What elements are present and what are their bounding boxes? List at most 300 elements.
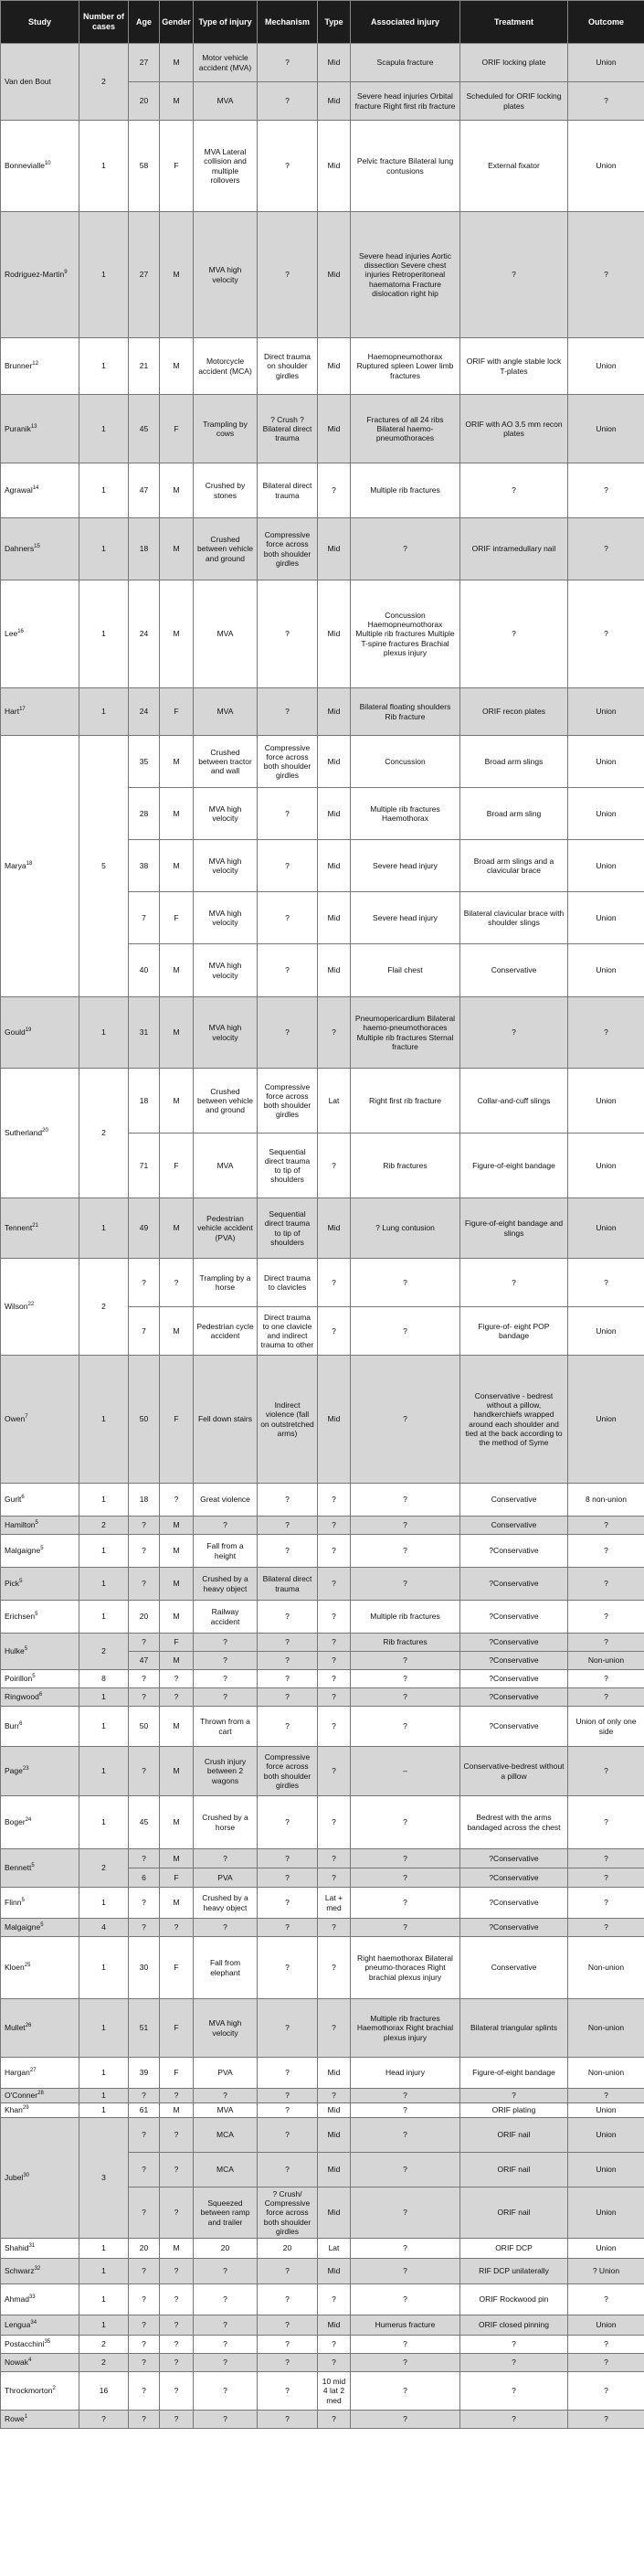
reference-number: 14 xyxy=(32,485,39,492)
cases-cell: 1 xyxy=(79,1937,129,1999)
associated-injury-cell: ? xyxy=(351,2283,460,2315)
reference-number: 15 xyxy=(34,544,40,550)
reference-number: 31 xyxy=(28,2243,36,2250)
table-row xyxy=(1,2353,644,2371)
reference-number: 33 xyxy=(28,2294,36,2301)
table-row xyxy=(1,997,644,1069)
age-cell: 18 xyxy=(129,1484,160,1517)
outcome-cell: ? xyxy=(568,1919,644,1937)
outcome-cell: ? xyxy=(568,1259,644,1307)
type-cell: Mid xyxy=(318,688,351,736)
age-cell: 45 xyxy=(129,1796,160,1849)
cases-cell: 1 xyxy=(79,2058,129,2089)
treatment-cell: Conservative xyxy=(460,1484,568,1517)
treatment-cell: ? xyxy=(460,2353,568,2371)
treatment-cell: ORIF locking plate xyxy=(460,44,568,82)
treatment-cell: ?Conservative xyxy=(460,1919,568,1937)
age-cell: 27 xyxy=(129,212,160,338)
associated-injury-cell: Scapula fracture xyxy=(351,44,460,82)
age-cell: ? xyxy=(129,2118,160,2153)
type-cell: ? xyxy=(318,1999,351,2058)
gender-cell: ? xyxy=(160,1919,194,1937)
age-cell: 50 xyxy=(129,1356,160,1484)
study-cell xyxy=(1,2353,79,2371)
outcome-cell: ? xyxy=(568,2353,644,2371)
reference-number: 17 xyxy=(19,707,26,713)
mechanism-cell: ? xyxy=(258,580,318,688)
treatment-cell: Broad arm slings and a clavicular brace xyxy=(460,840,568,892)
outcome-cell: Non-union xyxy=(568,1999,644,2058)
associated-injury-cell: ? xyxy=(351,1688,460,1707)
reference-number: 10 xyxy=(44,161,51,167)
mechanism-cell: ? xyxy=(258,2258,318,2283)
study-name: Jubel xyxy=(5,2173,24,2183)
mechanism-cell: ? xyxy=(258,2315,318,2335)
gender-cell: M xyxy=(160,2103,194,2118)
study-name: Ringwood xyxy=(5,1692,39,1702)
type-cell: Mid xyxy=(318,121,351,212)
type-cell: Mid xyxy=(318,2258,351,2283)
age-cell: ? xyxy=(129,1919,160,1937)
reference-number: 2 xyxy=(52,2386,56,2392)
cases-cell: 2 xyxy=(79,2353,129,2371)
cases-cell: 1 xyxy=(79,2315,129,2335)
type-cell: Mid xyxy=(318,2187,351,2239)
mechanism-cell: ? xyxy=(258,44,318,82)
study-name: Khan xyxy=(5,2105,23,2115)
study-name: Pick xyxy=(5,1579,20,1589)
cases-cell: 5 xyxy=(79,736,129,997)
type-cell: Mid xyxy=(318,2153,351,2187)
injury-cell: Pedestrian cycle accident xyxy=(194,1307,258,1356)
gender-cell: M xyxy=(160,997,194,1069)
injury-cell: MVA xyxy=(194,688,258,736)
cases-cell: 1 xyxy=(79,1356,129,1484)
injury-cell: Pedestrian vehicle accident (PVA) xyxy=(194,1198,258,1259)
mechanism-cell: Direct trauma to clavicles xyxy=(258,1259,318,1307)
gender-cell: M xyxy=(160,944,194,997)
age-cell: ? xyxy=(129,1888,160,1919)
age-cell: ? xyxy=(129,2371,160,2410)
type-cell: Lat xyxy=(318,1069,351,1134)
study-cell xyxy=(1,1601,79,1634)
age-cell: 47 xyxy=(129,463,160,518)
mechanism-cell: Compressive force across both shoulder girdles xyxy=(258,518,318,580)
age-cell: ? xyxy=(129,2153,160,2187)
mechanism-cell: Direct trauma to one clavicle and indirect trauma to other xyxy=(258,1307,318,1356)
injury-cell: Crushed by a heavy object xyxy=(194,1568,258,1601)
injury-cell: Great violence xyxy=(194,1484,258,1517)
treatment-cell: ?Conservative xyxy=(460,1707,568,1747)
table-row xyxy=(1,1484,644,1517)
type-cell: ? xyxy=(318,1919,351,1937)
outcome-cell: ? xyxy=(568,1601,644,1634)
treatment-cell: Bilateral clavicular brace with shoulder slings xyxy=(460,892,568,944)
outcome-cell: ? xyxy=(568,1868,644,1888)
table-row xyxy=(1,2315,644,2335)
reference-number: 5 xyxy=(35,1612,38,1618)
injury-cell: Crushed between vehicle and ground xyxy=(194,1069,258,1134)
associated-injury-cell: ? xyxy=(351,1568,460,1601)
study-cell xyxy=(1,1937,79,1999)
associated-injury-cell: Severe head injuries Aortic dissection Severe chest injuries Retroperitoneal haematoma Fracture dislocation right hip xyxy=(351,212,460,338)
associated-injury-cell: ? xyxy=(351,1484,460,1517)
study-name: Kloen xyxy=(5,1963,25,1973)
associated-injury-cell: ? xyxy=(351,518,460,580)
type-cell: Mid xyxy=(318,840,351,892)
associated-injury-cell: ? xyxy=(351,2118,460,2153)
reference-number: 5 xyxy=(32,1674,36,1680)
gender-cell: M xyxy=(160,1796,194,1849)
outcome-cell: ? xyxy=(568,1888,644,1919)
treatment-cell: ORIF nail xyxy=(460,2118,568,2153)
outcome-cell: Non-union xyxy=(568,2058,644,2089)
age-cell: 50 xyxy=(129,1707,160,1747)
study-name: Wilson xyxy=(5,1302,28,1312)
injury-cell: MVA xyxy=(194,1134,258,1198)
associated-injury-cell: ? xyxy=(351,2353,460,2371)
associated-injury-cell: Right first rib fracture xyxy=(351,1069,460,1134)
reference-number: 18 xyxy=(26,861,33,868)
outcome-cell: ? xyxy=(568,1634,644,1652)
type-cell: Mid xyxy=(318,580,351,688)
mechanism-cell: ? xyxy=(258,2153,318,2187)
mechanism-cell: ? xyxy=(258,1670,318,1688)
study-cell xyxy=(1,1198,79,1259)
outcome-cell: ? xyxy=(568,2371,644,2410)
cases-cell: 1 xyxy=(79,1688,129,1707)
study-cell xyxy=(1,1849,79,1888)
age-cell: 30 xyxy=(129,1937,160,1999)
associated-injury-cell: ? xyxy=(351,2153,460,2187)
study-cell xyxy=(1,2335,79,2353)
cases-cell: 1 xyxy=(79,1707,129,1747)
cases-cell: 4 xyxy=(79,1919,129,1937)
cases-cell: 1 xyxy=(79,1484,129,1517)
mechanism-cell: ? xyxy=(258,1888,318,1919)
outcome-cell: Union xyxy=(568,2238,644,2258)
study-cell xyxy=(1,1259,79,1356)
header-gender: Gender xyxy=(160,1,194,44)
injury-cell: Trampling by cows xyxy=(194,395,258,463)
age-cell: ? xyxy=(129,2187,160,2239)
table-row xyxy=(1,1919,644,1937)
gender-cell: ? xyxy=(160,2283,194,2315)
table-row xyxy=(1,1634,644,1652)
cases-cell: 1 xyxy=(79,338,129,395)
gender-cell: ? xyxy=(160,2410,194,2428)
associated-injury-cell: Bilateral floating shoulders Rib fracture xyxy=(351,688,460,736)
associated-injury-cell: ? xyxy=(351,1259,460,1307)
injury-cell: MCA xyxy=(194,2118,258,2153)
outcome-cell: Union xyxy=(568,121,644,212)
table-row xyxy=(1,338,644,395)
injury-cell: Thrown from a cart xyxy=(194,1707,258,1747)
associated-injury-cell: ? xyxy=(351,1356,460,1484)
treatment-cell: RIF DCP unilaterally xyxy=(460,2258,568,2283)
cases-cell: 1 xyxy=(79,1888,129,1919)
reference-number: 16 xyxy=(17,629,24,635)
type-cell: Mid xyxy=(318,212,351,338)
mechanism-cell: Sequential direct trauma to tip of shoulders xyxy=(258,1198,318,1259)
study-cell xyxy=(1,2315,79,2335)
injury-cell: ? xyxy=(194,1517,258,1535)
table-row xyxy=(1,1198,644,1259)
mechanism-cell: ? xyxy=(258,1999,318,2058)
header-cases: Number of cases xyxy=(79,1,129,44)
study-cell xyxy=(1,580,79,688)
treatment-cell: Figure-of-eight bandage and slings xyxy=(460,1198,568,1259)
outcome-cell: Union xyxy=(568,1134,644,1198)
associated-injury-cell: Rib fractures xyxy=(351,1134,460,1198)
type-cell: 10 mid 4 lat 2 med xyxy=(318,2371,351,2410)
cases-cell: 1 xyxy=(79,395,129,463)
associated-injury-cell: ? xyxy=(351,2371,460,2410)
outcome-cell: Union xyxy=(568,2153,644,2187)
reference-number: 6 xyxy=(19,1721,23,1728)
mechanism-cell: ? xyxy=(258,2089,318,2103)
table-row xyxy=(1,1259,644,1307)
study-name: Bonnevialle xyxy=(5,161,45,171)
study-cell xyxy=(1,463,79,518)
study-cell xyxy=(1,1484,79,1517)
mechanism-cell: ? xyxy=(258,2283,318,2315)
age-cell: ? xyxy=(129,2410,160,2428)
gender-cell: ? xyxy=(160,2353,194,2371)
study-cell xyxy=(1,1634,79,1670)
mechanism-cell: ? xyxy=(258,840,318,892)
injury-cell: Squeezed between ramp and trailer xyxy=(194,2187,258,2239)
type-cell: Mid xyxy=(318,2058,351,2089)
treatment-cell: ?Conservative xyxy=(460,1601,568,1634)
study-cell xyxy=(1,2371,79,2410)
study-name: Hulke xyxy=(5,1646,25,1656)
cases-cell: 2 xyxy=(79,1849,129,1888)
table-row xyxy=(1,1937,644,1999)
reference-number: 35 xyxy=(44,2339,51,2346)
type-cell: ? xyxy=(318,1535,351,1568)
age-cell: 20 xyxy=(129,1601,160,1634)
reference-number: 5 xyxy=(35,1520,38,1527)
associated-injury-cell: ? xyxy=(351,2410,460,2428)
study-name: Malgaigne xyxy=(5,1546,41,1556)
treatment-cell: ORIF with angle stable lock T-plates xyxy=(460,338,568,395)
table-row xyxy=(1,463,644,518)
age-cell: 58 xyxy=(129,121,160,212)
study-cell xyxy=(1,338,79,395)
injury-cell: 20 xyxy=(194,2238,258,2258)
study-cell xyxy=(1,44,79,121)
type-cell: Mid xyxy=(318,2103,351,2118)
outcome-cell: Union xyxy=(568,2315,644,2335)
cases-cell: 1 xyxy=(79,688,129,736)
age-cell: ? xyxy=(129,2283,160,2315)
age-cell: 38 xyxy=(129,840,160,892)
reference-number: 1 xyxy=(24,2414,28,2421)
type-cell: ? xyxy=(318,1688,351,1707)
type-cell: ? xyxy=(318,2335,351,2353)
injury-cell: Crushed between tractor and wall xyxy=(194,736,258,788)
age-cell: ? xyxy=(129,1688,160,1707)
table-row xyxy=(1,1796,644,1849)
treatment-cell: ?Conservative xyxy=(460,1634,568,1652)
type-cell: ? xyxy=(318,1670,351,1688)
study-cell xyxy=(1,1535,79,1568)
gender-cell: M xyxy=(160,82,194,121)
cases-cell: 1 xyxy=(79,1747,129,1796)
age-cell: 7 xyxy=(129,892,160,944)
study-name: Puranik xyxy=(5,423,31,433)
mechanism-cell: ? xyxy=(258,997,318,1069)
gender-cell: ? xyxy=(160,2315,194,2335)
study-name: Schwarz xyxy=(5,2266,35,2276)
injury-cell: ? xyxy=(194,2335,258,2353)
age-cell: 24 xyxy=(129,580,160,688)
type-cell: ? xyxy=(318,1259,351,1307)
injury-cell: ? xyxy=(194,2315,258,2335)
age-cell: ? xyxy=(129,2335,160,2353)
outcome-cell: ? xyxy=(568,1747,644,1796)
associated-injury-cell: ? xyxy=(351,2089,460,2103)
treatment-cell: ORIF DCP xyxy=(460,2238,568,2258)
gender-cell: M xyxy=(160,1601,194,1634)
study-name: Ahmad xyxy=(5,2294,29,2305)
type-cell: ? xyxy=(318,1868,351,1888)
reference-number: 4 xyxy=(27,2358,32,2364)
age-cell: 28 xyxy=(129,788,160,840)
gender-cell: M xyxy=(160,1652,194,1670)
study-name: Erichsen xyxy=(5,1612,36,1622)
age-cell: ? xyxy=(129,2258,160,2283)
study-cell xyxy=(1,395,79,463)
table-row xyxy=(1,2089,644,2103)
type-cell: ? xyxy=(318,1134,351,1198)
injury-cell: Crushed by stones xyxy=(194,463,258,518)
outcome-cell: ? xyxy=(568,1849,644,1868)
treatment-cell: ORIF intramedullary nail xyxy=(460,518,568,580)
mechanism-cell: ? xyxy=(258,82,318,121)
cases-cell: 1 xyxy=(79,2258,129,2283)
reference-number: 27 xyxy=(29,2068,37,2074)
type-cell: ? xyxy=(318,2353,351,2371)
study-cell xyxy=(1,1919,79,1937)
mechanism-cell: Compressive force across both shoulder girdles xyxy=(258,736,318,788)
study-cell xyxy=(1,1517,79,1535)
mechanism-cell: ? xyxy=(258,2058,318,2089)
injury-cell: MVA high velocity xyxy=(194,788,258,840)
type-cell: ? xyxy=(318,2283,351,2315)
study-cell xyxy=(1,518,79,580)
injury-cell: MVA xyxy=(194,82,258,121)
associated-injury-cell: Multiple rib fractures xyxy=(351,463,460,518)
type-cell: ? xyxy=(318,1652,351,1670)
table-row xyxy=(1,1747,644,1796)
reference-number: 20 xyxy=(42,1128,48,1134)
table-row xyxy=(1,2238,644,2258)
injury-cell: Crushed by a heavy object xyxy=(194,1888,258,1919)
treatment-cell: Figure-of-eight bandage xyxy=(460,2058,568,2089)
outcome-cell: ? xyxy=(568,580,644,688)
gender-cell: M xyxy=(160,1198,194,1259)
study-cell xyxy=(1,2258,79,2283)
reference-number: 5 xyxy=(31,1863,35,1869)
cases-cell: 1 xyxy=(79,1568,129,1601)
table-body xyxy=(1,44,644,2429)
outcome-cell: Union xyxy=(568,892,644,944)
gender-cell: M xyxy=(160,44,194,82)
age-cell: 39 xyxy=(129,2058,160,2089)
treatment-cell: ? xyxy=(460,580,568,688)
study-cell xyxy=(1,2103,79,2118)
gender-cell: ? xyxy=(160,2335,194,2353)
gender-cell: ? xyxy=(160,2153,194,2187)
type-cell: ? xyxy=(318,1634,351,1652)
mechanism-cell: ? xyxy=(258,1707,318,1747)
age-cell: 18 xyxy=(129,518,160,580)
injury-cell: ? xyxy=(194,2283,258,2315)
cases-cell: 2 xyxy=(79,1259,129,1356)
gender-cell: ? xyxy=(160,2089,194,2103)
study-name: Dahners xyxy=(5,544,35,554)
treatment-cell: Bilateral triangular splints xyxy=(460,1999,568,2058)
header-injury: Type of injury xyxy=(194,1,258,44)
age-cell: ? xyxy=(129,2353,160,2371)
type-cell: Mid xyxy=(318,1356,351,1484)
study-cell xyxy=(1,1688,79,1707)
associated-injury-cell: ? xyxy=(351,2187,460,2239)
study-name: Rodriguez-Martin xyxy=(5,270,65,280)
gender-cell: M xyxy=(160,1849,194,1868)
study-name: Postacchini xyxy=(5,2339,45,2349)
injury-cell: ? xyxy=(194,2353,258,2371)
reference-number: 26 xyxy=(25,2023,32,2029)
treatment-cell: Broad arm sling xyxy=(460,788,568,840)
treatment-cell: ?Conservative xyxy=(460,1888,568,1919)
study-name: O'Conner xyxy=(5,2091,38,2101)
study-cell xyxy=(1,1999,79,2058)
outcome-cell: Union xyxy=(568,2187,644,2239)
gender-cell: F xyxy=(160,892,194,944)
reference-number: 23 xyxy=(22,1766,29,1772)
reference-number: 24 xyxy=(25,1817,32,1824)
cases-cell: 3 xyxy=(79,2118,129,2239)
study-name: Gould xyxy=(5,1027,26,1038)
treatment-cell: Conservative xyxy=(460,1517,568,1535)
gender-cell: ? xyxy=(160,2187,194,2239)
gender-cell: M xyxy=(160,1747,194,1796)
type-cell: ? xyxy=(318,1484,351,1517)
treatment-cell: ? xyxy=(460,2371,568,2410)
outcome-cell: Union xyxy=(568,840,644,892)
cases-cell: 2 xyxy=(79,1517,129,1535)
type-cell: Mid xyxy=(318,338,351,395)
outcome-cell: ? xyxy=(568,1517,644,1535)
study-name: Poirillon xyxy=(5,1674,33,1684)
mechanism-cell: ? xyxy=(258,212,318,338)
age-cell: 6 xyxy=(129,1868,160,1888)
cases-cell: ? xyxy=(79,2410,129,2428)
treatment-cell: ? xyxy=(460,2335,568,2353)
injury-cell: ? xyxy=(194,1919,258,1937)
header-outcome: Outcome xyxy=(568,1,644,44)
age-cell: 35 xyxy=(129,736,160,788)
outcome-cell: ? Union xyxy=(568,2258,644,2283)
reference-number: 7 xyxy=(25,1414,28,1421)
study-cell xyxy=(1,2058,79,2089)
reference-number: 30 xyxy=(23,2173,30,2179)
mechanism-cell: Compressive force across both shoulder girdles xyxy=(258,1069,318,1134)
treatment-cell: Collar-and-cuff slings xyxy=(460,1069,568,1134)
